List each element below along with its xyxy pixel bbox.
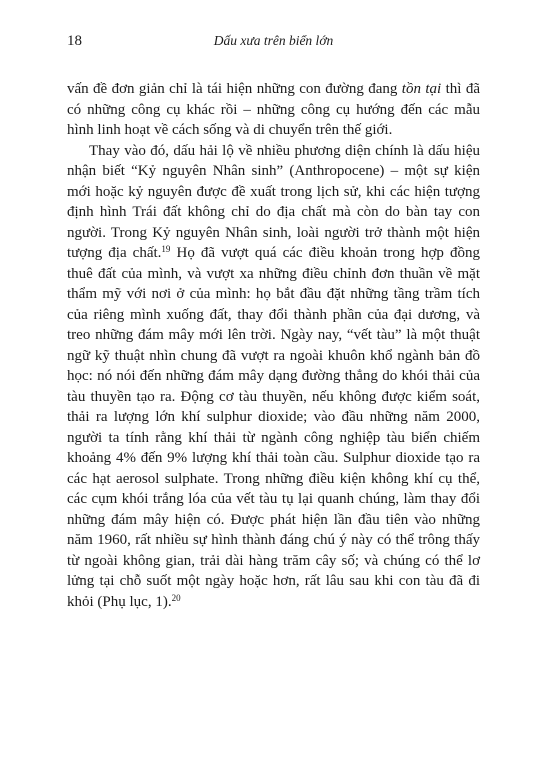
paragraph-text: Thay vào đó, dấu hải lộ về nhiều phương diện chính là dấu hiệu nhận biết “Kỷ nguyên Nhân sinh” (Anthropocene) – một sự kiện mới hoặc kỷ nguyên được đề xuất trong lịch sử, khi các hiện tượng định hình Trái đất không chỉ do địa chất mà còn do bàn tay con người. Trong Kỷ nguyên Nhân sinh, loài người trở thành một hiện tượng địa chất. <box>67 142 480 261</box>
paragraph-continuation <box>67 79 480 141</box>
paragraph-anthropocene <box>67 141 480 613</box>
paragraph-text: Họ đã vượt quá các điều khoản trong hợp đồng thuê đất của mình, và vượt xa những điều chỉnh đơn thuần về mặt thẩm mỹ với nơi ở của mình: họ bắt đầu đặt những tầng trầm tích của riêng mình xuống đất, thay đổi thành phần của đại dương, và treo những đám mây mới lên trời. Ngày nay, “vết tàu” là một thuật ngữ kỹ thuật nhìn chung đã vượt ra ngoài khuôn khổ ngành bản đồ học: nó nói đến những đám mây dạng đường thẳng do khói thải của tàu thuyền tạo ra. Động cơ tàu thuyền, nếu không được kiểm soát, thải ra lượng lớn khí sulphur dioxide; vào đầu những năm 2000, người ta tính rằng khí thải từ ngành công nghiệp tàu biển chiếm khoảng 4% đến 9% lượng khí thải toàn cầu. Sulphur dioxide tạo ra các hạt aerosol sulphate. Trong những điều kiện không khí cụ thể, các cụm khói trắng lóa của vết tàu tụ lại quanh chúng, làm thay đổi những đám mây hiện có. Được phát hiện lần đầu tiên vào những năm 1960, rất nhiều sự hình thành đáng chú ý này có thể trông thấy từ ngoài không gian, trải dài hàng trăm cây số; và chúng có thể lơ lửng tại chỗ suốt một ngày hoặc hơn, rất lâu sau khi con tàu đã đi khỏi (Phụ lục, 1). <box>67 245 480 610</box>
body-text <box>67 79 480 612</box>
footnote-marker-20: 20 <box>171 592 181 603</box>
emphasized-text: tồn tại <box>401 81 442 97</box>
running-head <box>67 33 480 53</box>
book-title: Dấu xưa trên biển lớn <box>213 33 334 48</box>
paragraph-text: vấn đề đơn giản chỉ là tái hiện những con đường đang <box>67 81 402 97</box>
footnote-marker-19: 19 <box>161 244 171 254</box>
paragraph-text: thì đã có những công cụ khác rồi – những công cụ hướng đến các mẫu hình linh hoạt về cách sống và di chuyển trên thế giới. <box>67 81 480 138</box>
page-number: 18 <box>67 33 82 49</box>
